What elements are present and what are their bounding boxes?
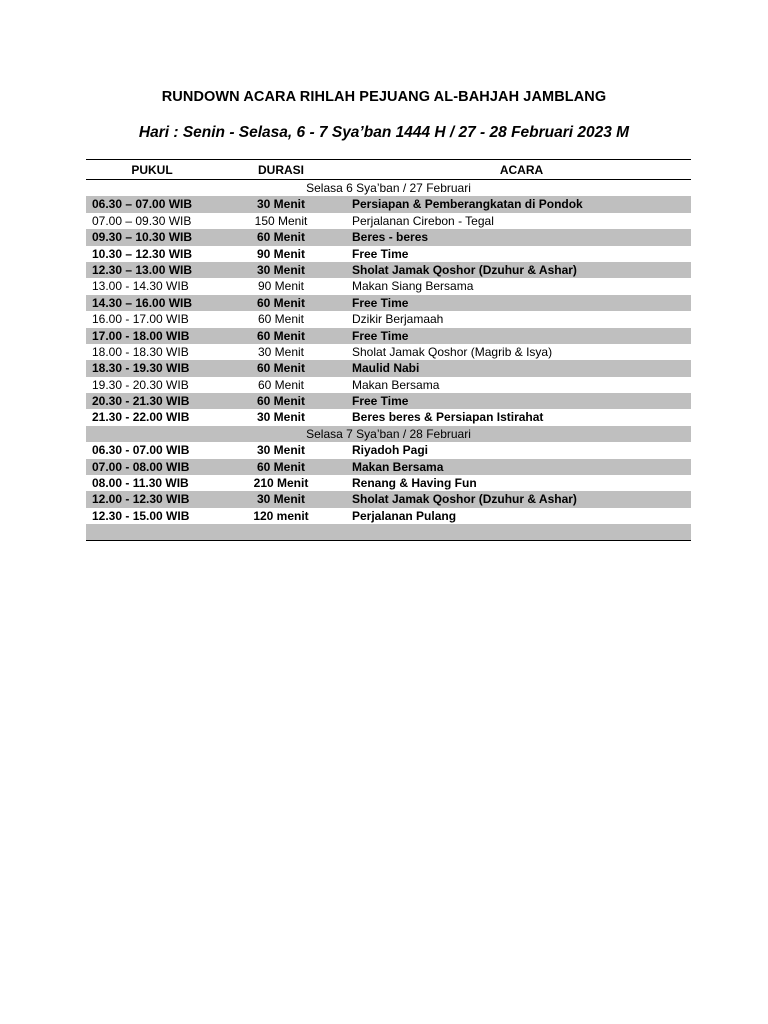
cell-acara: Free Time: [352, 328, 409, 343]
table-row: [86, 311, 691, 327]
table-row: [86, 508, 691, 524]
cell-durasi: 120 menit: [253, 508, 309, 523]
empty-row: [86, 524, 691, 540]
cell-pukul: 10.30 – 12.30 WIB: [92, 246, 193, 261]
cell-pukul: 13.00 - 14.30 WIB: [92, 279, 189, 294]
cell-acara: Perjalanan Pulang: [352, 508, 457, 523]
table-row: [86, 360, 691, 376]
cell-pukul: 12.30 – 13.00 WIB: [92, 262, 193, 277]
cell-durasi: 30 Menit: [256, 443, 305, 458]
cell-durasi: 60 Menit: [256, 394, 305, 409]
cell-pukul: 19.30 - 20.30 WIB: [92, 377, 189, 392]
table-row: [86, 344, 691, 360]
rundown-table: [86, 159, 691, 541]
table-row: [86, 213, 691, 229]
cell-pukul: 20.30 - 21.30 WIB: [92, 394, 190, 409]
cell-durasi: 90 Menit: [256, 246, 305, 261]
cell-acara: Makan Bersama: [352, 377, 440, 392]
cell-durasi: 30 Menit: [257, 344, 305, 359]
header-durasi: DURASI: [257, 163, 304, 177]
cell-pukul: 14.30 – 16.00 WIB: [92, 295, 193, 310]
cell-acara: Beres beres & Persiapan Istirahat: [352, 410, 544, 425]
cell-pukul: 17.00 - 18.00 WIB: [92, 328, 190, 343]
table-row: [86, 196, 691, 212]
cell-pukul: 07.00 - 08.00 WIB: [92, 459, 190, 474]
cell-acara: Sholat Jamak Qoshor (Dzuhur & Ashar): [352, 262, 577, 277]
table-row: [86, 278, 691, 294]
table-row: [86, 409, 691, 425]
cell-pukul: 06.30 – 07.00 WIB: [92, 197, 193, 212]
cell-acara: Free Time: [352, 295, 409, 310]
day-header-1: [86, 180, 691, 196]
cell-pukul: 18.00 - 18.30 WIB: [92, 344, 189, 359]
cell-durasi: 60 Menit: [257, 312, 305, 327]
cell-pukul: 21.30 - 22.00 WIB: [92, 410, 190, 425]
cell-pukul: 08.00 - 11.30 WIB: [92, 476, 189, 491]
table-row: [86, 377, 691, 393]
table-row: [86, 246, 691, 262]
cell-acara: Makan Siang Bersama: [352, 279, 474, 294]
day-label: Selasa 6 Sya’ban / 27 Februari: [306, 181, 471, 195]
table-row: [86, 393, 691, 409]
cell-durasi: 60 Menit: [256, 328, 305, 343]
cell-acara: Dzikir Berjamaah: [352, 312, 444, 327]
table-row: [86, 262, 691, 278]
cell-acara: Free Time: [352, 246, 409, 261]
table-row: [86, 459, 691, 475]
cell-acara: Free Time: [352, 394, 409, 409]
table-row: [86, 475, 691, 491]
cell-acara: Sholat Jamak Qoshor (Dzuhur & Ashar): [352, 492, 577, 507]
day-header-2: [86, 426, 691, 442]
cell-durasi: 150 Menit: [254, 213, 308, 228]
cell-durasi: 30 Menit: [256, 197, 305, 212]
cell-durasi: 90 Menit: [257, 279, 305, 294]
cell-durasi: 60 Menit: [256, 361, 305, 376]
cell-durasi: 60 Menit: [256, 459, 305, 474]
cell-pukul: 09.30 – 10.30 WIB: [92, 230, 193, 245]
table-row: [86, 328, 691, 344]
cell-durasi: 60 Menit: [257, 377, 305, 392]
header-acara: ACARA: [499, 163, 544, 177]
cell-acara: Maulid Nabi: [352, 361, 420, 376]
cell-acara: Makan Bersama: [352, 459, 444, 474]
document-subtitle: Hari : Senin - Selasa, 6 - 7 Sya’ban 1444 H / 27 - 28 Februari 2023 M: [138, 124, 630, 141]
cell-acara: Perjalanan Cirebon - Tegal: [352, 213, 494, 228]
cell-pukul: 12.00 - 12.30 WIB: [92, 492, 190, 507]
header-pukul: PUKUL: [131, 163, 173, 177]
table-row: [86, 229, 691, 245]
cell-pukul: 06.30 - 07.00 WIB: [92, 443, 190, 458]
table-header: [86, 160, 691, 180]
cell-acara: Persiapan & Pemberangkatan di Pondok: [352, 197, 583, 212]
day-label: Selasa 7 Sya’ban / 28 Februari: [306, 426, 471, 441]
cell-durasi: 30 Menit: [256, 262, 305, 277]
cell-pukul: 12.30 - 15.00 WIB: [92, 508, 190, 523]
cell-pukul: 07.00 – 09.30 WIB: [92, 213, 192, 228]
cell-acara: Renang & Having Fun: [352, 476, 477, 491]
cell-durasi: 60 Menit: [256, 295, 305, 310]
cell-durasi: 60 Menit: [256, 230, 305, 245]
cell-acara: Riyadoh Pagi: [352, 443, 429, 458]
cell-durasi: 30 Menit: [256, 492, 305, 507]
cell-acara: Beres - beres: [352, 230, 429, 245]
table-row: [86, 442, 691, 458]
cell-durasi: 30 Menit: [256, 410, 305, 425]
cell-durasi: 210 Menit: [253, 476, 309, 491]
cell-pukul: 18.30 - 19.30 WIB: [92, 361, 190, 376]
table-row: [86, 491, 691, 507]
table-row: [86, 295, 691, 311]
document-title: RUNDOWN ACARA RIHLAH PEJUANG AL-BAHJAH JAMBLANG: [161, 89, 607, 105]
cell-acara: Sholat Jamak Qoshor (Magrib & Isya): [352, 344, 553, 359]
cell-pukul: 16.00 - 17.00 WIB: [92, 312, 189, 327]
